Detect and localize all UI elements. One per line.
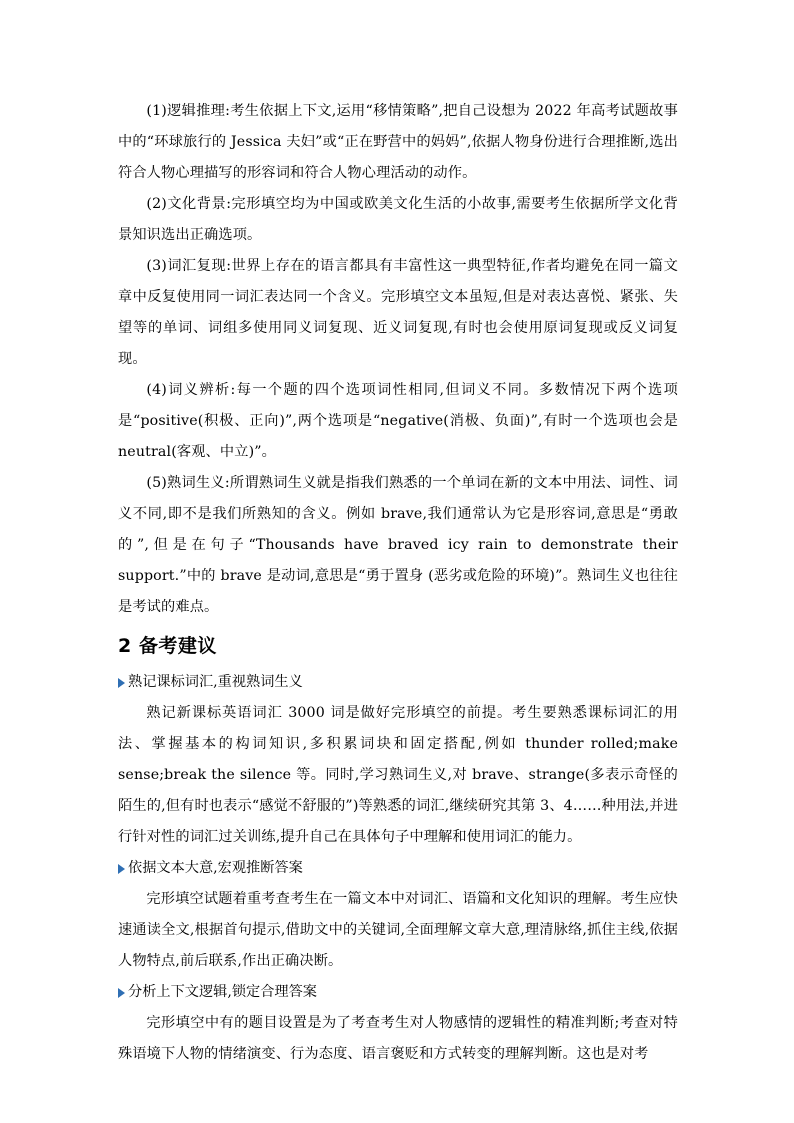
- point-logic-reasoning: (1)逻辑推理:考生依据上下文,运用“移情策略”,把自己设想为 2022 年高考试题故事中的“环球旅行的 Jessica 夫妇”或“正在野营中的妈妈”,依据人物身份进行合理推断,选出符合人物心理描写的形容词和符合人物心理活动的动作。: [118, 103, 678, 181]
- tip-body: 完形填空试题着重考查考生在一篇文本中对词汇、语篇和文化知识的理解。考生应快速通读全文,根据首句提示,借助文中的关键词,全面理解文章大意,理清脉络,抓住主线,依据人物特点,前后联系,作出正确决断。: [118, 891, 678, 969]
- tip-body: 完形填空中有的题目设置是为了考查考生对人物感情的逻辑性的精准判断;考查对特殊语境下人物的情绪演变、行为态度、语言褒贬和方式转变的理解判断。这也是对考: [118, 1015, 678, 1062]
- tip-heading-text: 熟记课标词汇,重视熟词生义: [128, 674, 303, 690]
- document-body: [118, 96, 678, 1070]
- tip-heading-text: 依据文本大意,宏观推断答案: [128, 860, 303, 876]
- point-word-recurrence: (3)词汇复现:世界上存在的语言都具有丰富性这一典型特征,作者均避免在同一篇文章中反复使用同一词汇表达同一个含义。完形填空文本虽短,但是对表达喜悦、紧张、失望等的单词、词组多使用同义词复现、近义词复现,有时也会使用原词复现或反义词复现。: [118, 258, 678, 367]
- tip-heading: [118, 667, 678, 698]
- triangle-bullet-icon: [118, 864, 125, 874]
- tip-heading: [118, 977, 678, 1008]
- tip-heading-text: 分析上下文逻辑,锁定合理答案: [128, 984, 317, 1000]
- triangle-bullet-icon: [118, 678, 125, 688]
- section-title: 2 备考建议: [118, 635, 217, 657]
- tip-heading: [118, 853, 678, 884]
- point-cultural-background: (2)文化背景:完形填空均为中国或欧美文化生活的小故事,需要考生依据所学文化背景知识选出正确选项。: [118, 196, 678, 243]
- point-word-discrimination: (4)词义辨析:每一个题的四个选项词性相同,但词义不同。多数情况下两个选项是“positive(积极、正向)”,两个选项是“negative(消极、负面)”,有时一个选项也会是neutral(客观、中立)”。: [118, 382, 678, 460]
- triangle-bullet-icon: [118, 988, 125, 998]
- point-familiar-word-new-meaning: (5)熟词生义:所谓熟词生义就是指我们熟悉的一个单词在新的文本中用法、词性、词义不同,即不是我们所熟知的含义。例如 brave,我们通常认为它是形容词,意思是“勇敢的”,但是在句子“Thousands have braved icy rain to demonstrate their support.”中的 brave 是动词,意思是“勇于置身 (恶劣或危险的环境)”。熟词生义也往往是考试的难点。: [118, 475, 678, 615]
- tip-body: 熟记新课标英语词汇 3000 词是做好完形填空的前提。考生要熟悉课标词汇的用法、掌握基本的构词知识,多积累词块和固定搭配,例如 thunder rolled;make sense;break the silence 等。同时,学习熟词生义,对 brave、strange(多表示奇怪的陌生的,但有时也表示“感觉不舒服的”)等熟悉的词汇,继续研究其第 3、4……种用法,并进行针对性的词汇过关训练,提升自己在具体句子中理解和使用词汇的能力。: [118, 705, 678, 845]
